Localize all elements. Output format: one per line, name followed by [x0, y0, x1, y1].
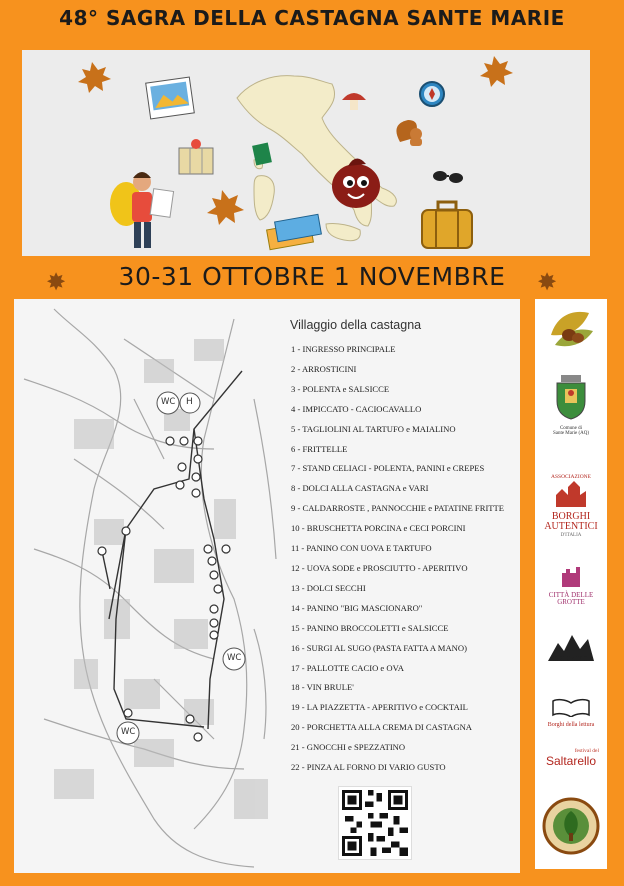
- mushroom-icon: [342, 93, 366, 110]
- borghi-name-line2: AUTENTICI: [544, 521, 598, 533]
- list-item: 6 - FRITTELLE: [291, 443, 348, 454]
- list-item: 4 - IMPICCATO - CACIOCAVALLO: [291, 403, 422, 414]
- borghi-name-line1: BORGHI: [551, 510, 591, 522]
- festival-label: festival del: [574, 748, 599, 754]
- list-item: 18 - VIN BRULE': [291, 682, 354, 693]
- photos-icon: [146, 77, 195, 119]
- list-item: 19 - LA PIAZZETTA - APERITIVO e COCKTAIL: [291, 702, 468, 713]
- comune-name-line2: Sante Marie (AQ): [552, 431, 590, 437]
- tower-icon: [558, 565, 584, 587]
- qr-code[interactable]: [338, 786, 412, 860]
- list-item: 13 - DOLCI SECCHI: [291, 582, 366, 593]
- list-item: 10 - BRUSCHETTA PORCINA e CECI PORCINI: [291, 523, 466, 534]
- village-title: Villaggio della castagna: [290, 318, 422, 332]
- event-dates: 30-31 OTTOBRE 1 NOVEMBRE: [118, 262, 506, 291]
- list-item: 22 - PINZA AL FORNO DI VARIO GUSTO: [291, 762, 446, 773]
- leaf-left-icon: ✸: [46, 269, 67, 296]
- stand-list: [291, 342, 504, 780]
- coat-of-arms-icon: [553, 375, 589, 421]
- list-item: 5 - TAGLIOLINI AL TARTUFO e MAIALINO: [291, 423, 456, 434]
- saltarello-logo: [535, 749, 607, 767]
- village-skyline-icon: [554, 481, 588, 507]
- folded-map-icon: [179, 139, 213, 174]
- italy-travel-illustration: [22, 50, 590, 256]
- borghi-assoc-label: ASSOCIAZIONE: [550, 474, 592, 480]
- leaf-right-icon: ✸: [537, 269, 558, 296]
- list-item: 21 - GNOCCHI e SPEZZATINO: [291, 742, 406, 753]
- list-item: 12 - UOVA SODE e PROSCIUTTO - APERITIVO: [291, 562, 468, 573]
- citta-grotte-logo: [535, 565, 607, 607]
- wc-label: WC: [121, 727, 136, 737]
- citta-grotte-label: CITTÀ DELLE GROTTE: [548, 591, 594, 607]
- list-item: 7 - STAND CELIACI - POLENTA, PANINI e CREPES: [291, 463, 485, 474]
- hero-illustration: [22, 50, 590, 256]
- borghi-lettura-label: Borghi della lettura: [547, 722, 595, 728]
- list-item: 16 - SURGI AL SUGO (PASTA FATTA A MANO): [291, 642, 467, 653]
- suitcase-icon: [422, 202, 472, 248]
- chestnut-leaves-icon: [543, 305, 599, 355]
- wc-label: WC: [227, 653, 242, 663]
- list-item: 3 - POLENTA e SALSICCE: [291, 383, 390, 394]
- sunglasses-icon: [433, 171, 463, 183]
- list-item: 20 - PORCHETTA ALLA CREMA DI CASTAGNA: [291, 722, 473, 733]
- list-item: 14 - PANINO "BIG MASCIONARO": [291, 602, 423, 613]
- squirrel-icon: [396, 120, 422, 146]
- list-item: 17 - PALLOTTE CACIO e OVA: [291, 662, 404, 673]
- saltarello-label: Saltarello: [545, 753, 597, 768]
- hospital-label: H: [186, 397, 193, 407]
- list-item: 2 - ARROSTICINI: [291, 363, 357, 374]
- borghi-autentici-logo: [535, 475, 607, 538]
- borghi-sub-label: D'ITALIA: [560, 532, 582, 538]
- borghi-lettura-logo: [535, 697, 607, 728]
- parco-regionale-logo: [535, 797, 607, 860]
- wc-label: WC: [161, 397, 176, 407]
- open-book-icon: [551, 697, 591, 717]
- chestnut-logo: [535, 305, 607, 360]
- list-item: 8 - DOLCI ALLA CASTAGNA e VARI: [291, 483, 429, 494]
- list-item: 1 - INGRESSO PRINCIPALE: [291, 344, 396, 354]
- tickets-icon: [267, 214, 322, 249]
- compass-icon: [420, 82, 444, 106]
- list-item: 15 - PANINO BROCCOLETTI e SALSICCE: [291, 622, 449, 633]
- briganti-logo: [535, 631, 607, 663]
- park-seal-icon: [542, 797, 600, 855]
- comune-name-line1: Comune di: [559, 426, 583, 431]
- traveller-figure: [110, 172, 174, 248]
- event-title: 48° SAGRA DELLA CASTAGNA SANTE MARIE: [59, 6, 565, 30]
- qr-code-icon: [339, 787, 411, 859]
- list-item: 11 - PANINO CON UOVA E TARTUFO: [291, 543, 432, 554]
- comune-logo: [535, 375, 607, 437]
- list-item: 9 - CALDARROSTE , PANNOCCHIE e PATATINE FRITTE: [291, 503, 505, 514]
- sponsor-sidebar: [535, 299, 607, 869]
- briganti-label: BRIGANTI: [553, 655, 589, 663]
